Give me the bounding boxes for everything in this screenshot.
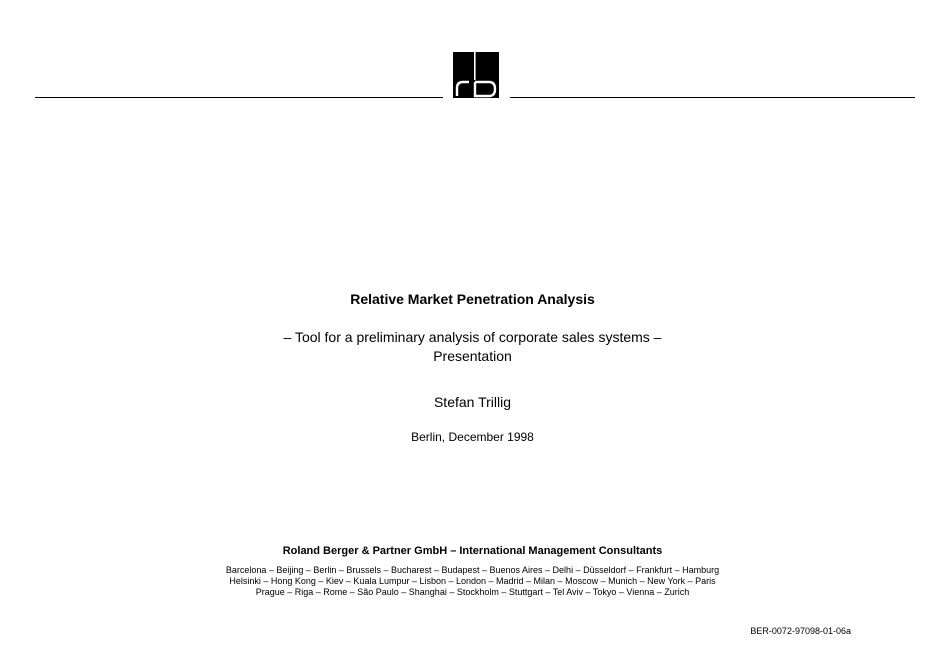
subtitle-line-1: – Tool for a preliminary analysis of corporate sales systems – [283, 329, 662, 345]
company-name: Roland Berger & Partner GmbH – International Management Consultants [282, 545, 663, 557]
office-line-1: Barcelona – Beijing – Berlin – Brussels – Bucharest – Budapest – Buenos Aires – Delhi – Düsseldorf – Frankfurt – Hamburg [225, 565, 720, 575]
company-logo [453, 52, 499, 98]
office-locations [0, 565, 945, 598]
office-line-3: Prague – Riga – Rome – São Paulo – Shanghai – Stockholm – Stuttgart – Tel Aviv – Tokyo – Vienna – Zurich [255, 587, 690, 597]
header-rule-left [35, 97, 443, 98]
office-line-2: Helsinki – Hong Kong – Kiev – Kuala Lumpur – Lisbon – London – Madrid – Milan – Moscow – Munich – New York – Paris [229, 576, 716, 586]
document-id: BER-0072-97098-01-06a [750, 626, 851, 636]
document-title: Relative Market Penetration Analysis [350, 291, 595, 307]
document-subtitle [0, 328, 945, 366]
author-name: Stefan Trillig [433, 394, 512, 410]
place-date: Berlin, December 1998 [411, 430, 534, 444]
header-rule-right [510, 97, 915, 98]
subtitle-line-2: Presentation [433, 348, 512, 364]
